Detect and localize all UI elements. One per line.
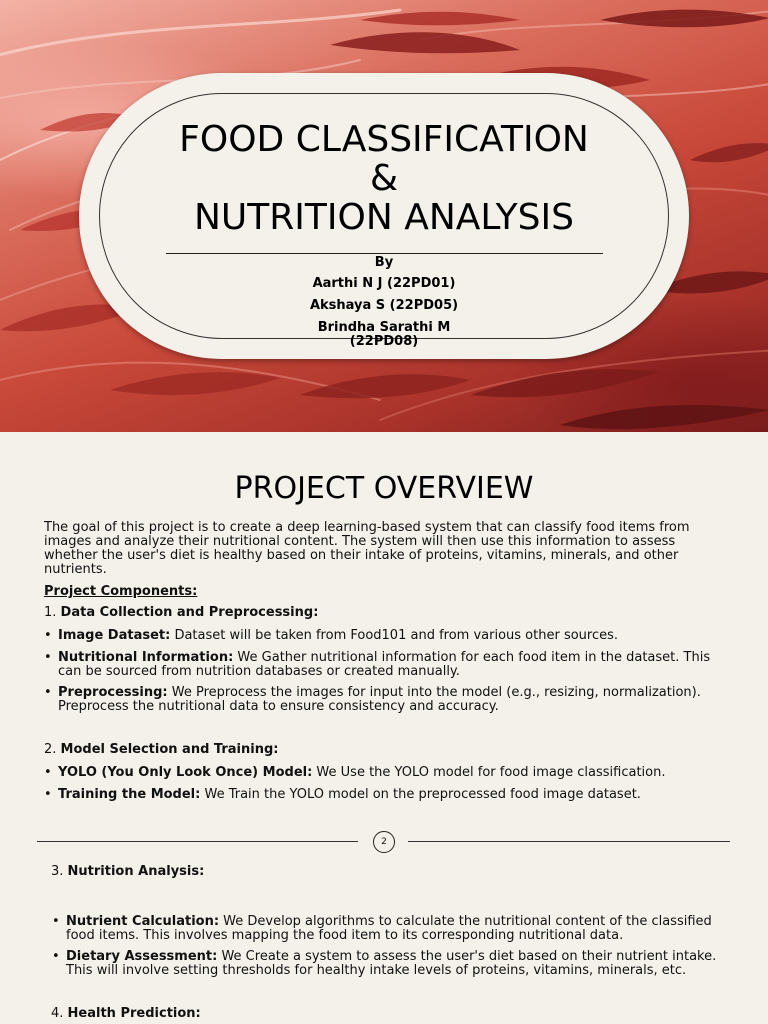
title-divider (166, 253, 603, 254)
intro-line: The goal of this project is to create a deep learning-based system that can classify food items from (44, 520, 690, 535)
section-3-heading (51, 865, 204, 879)
list-item-term: Preprocessing: (58, 685, 168, 700)
list-item-text: We Train the YOLO model on the preprocessed food image dataset. (200, 787, 641, 802)
list-item-term: Training the Model: (58, 787, 201, 802)
section-title: Nutrition Analysis: (67, 864, 205, 879)
list-item-term: Dietary Assessment: (66, 949, 218, 964)
presentation-title (79, 120, 689, 237)
section-1-heading (44, 606, 318, 620)
list-item (44, 650, 738, 679)
section-2-heading (44, 743, 278, 757)
list-item-term: Nutritional Information: (58, 650, 234, 665)
components-heading: Project Components: (44, 584, 198, 599)
list-item (52, 949, 756, 978)
list-item-term: YOLO (You Only Look Once) Model: (58, 765, 313, 780)
author-2: Akshaya S (22PD05) (309, 298, 459, 313)
title-line-2: & (369, 158, 399, 199)
page-divider-left (37, 841, 358, 842)
intro-paragraph (44, 521, 734, 577)
section-title: Health Prediction: (67, 1006, 201, 1021)
page-number: 2 (373, 831, 395, 853)
list-item (52, 914, 746, 943)
list-item (44, 628, 738, 643)
bullet-glyph: • (44, 787, 52, 802)
list-item-text: Dataset will be taken from Food101 and from various other sources. (170, 628, 619, 643)
list-item-continuation: Preprocess the nutritional data to ensure consistency and accuracy. (58, 699, 499, 714)
title-line-3: NUTRITION ANALYSIS (194, 197, 574, 238)
bullet-glyph: • (44, 765, 52, 780)
section-number: 1. (44, 605, 57, 620)
cover-slide (0, 0, 768, 432)
list-item-continuation: This will involve setting thresholds for healthy intake levels of proteins, vitamins, minerals, etc. (66, 963, 687, 978)
section-number: 2. (44, 742, 57, 757)
section-number: 4. (51, 1006, 64, 1021)
section-heading: PROJECT OVERVIEW (234, 471, 534, 506)
list-item-text: We Create a system to assess the user's diet based on their nutrient intake. (217, 949, 717, 964)
bullet-glyph: • (52, 914, 60, 929)
list-item-continuation: can be sourced from nutrition databases or created manually. (58, 664, 460, 679)
list-item-continuation: food items. This involves mapping the food item to its corresponding nutritional data. (66, 928, 624, 943)
list-item (44, 765, 738, 780)
bullet-glyph: • (44, 628, 52, 643)
bullet-glyph: • (52, 949, 60, 964)
list-item-text: We Use the YOLO model for food image classification. (312, 765, 666, 780)
author-3-id: (22PD08) (349, 334, 419, 349)
title-line-1: FOOD CLASSIFICATION (179, 119, 589, 160)
intro-line: images and analyze their nutritional content. The system will then use this information to assess (44, 534, 676, 549)
section-4-heading (51, 1007, 201, 1021)
bullet-glyph: • (44, 650, 52, 665)
intro-line: whether the user's diet is healthy based on their intake of proteins, vitamins, minerals, and other (44, 548, 679, 563)
by-label: By (374, 255, 394, 270)
list-item-text: We Preprocess the images for input into the model (e.g., resizing, normalization). (167, 685, 701, 700)
list-item-term: Nutrient Calculation: (66, 914, 220, 929)
bullet-glyph: • (44, 685, 52, 700)
list-item (44, 685, 748, 714)
intro-line: nutrients. (44, 562, 107, 577)
author-1: Aarthi N J (22PD01) (312, 276, 456, 291)
author-3-name: Brindha Sarathi M (317, 320, 451, 335)
section-title: Model Selection and Training: (60, 742, 279, 757)
list-item-text: We Develop algorithms to calculate the nutritional content of the classified (219, 914, 712, 929)
list-item (44, 787, 738, 802)
page-divider-right (408, 841, 730, 842)
list-item-term: Image Dataset: (58, 628, 171, 643)
section-title: Data Collection and Preprocessing: (60, 605, 319, 620)
section-number: 3. (51, 864, 64, 879)
list-item-text: We Gather nutritional information for each food item in the dataset. This (233, 650, 711, 665)
